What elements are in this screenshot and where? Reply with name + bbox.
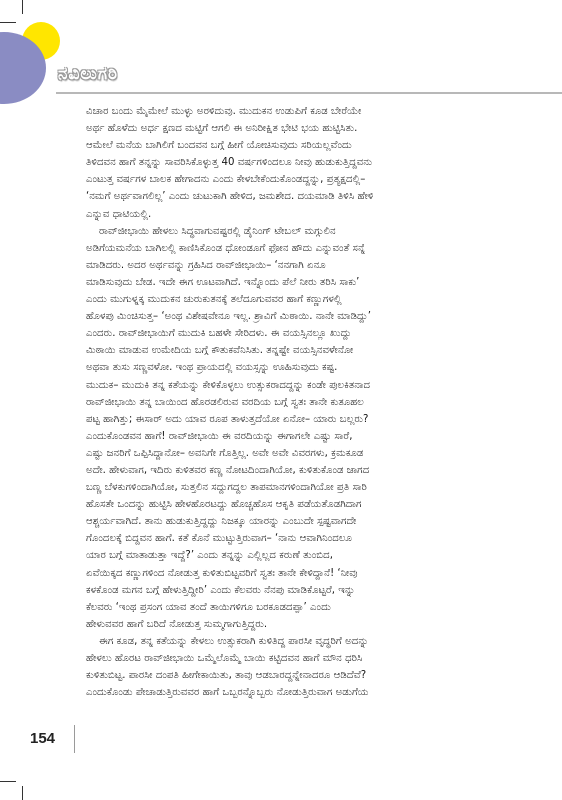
text-line: ಕೆಲವರು ‘ಇಂಥ ಪ್ರಸಂಗ ಯಾವ ತಂದೆ ತಾಯಿಗಳಿಗೂ ಬರಕೂಡದಪ್ಪಾ’ ಎಂದು <box>86 601 331 613</box>
crop-mark-bottom-left-horizontal <box>0 781 16 782</box>
text-line: ಎಷ್ಟು ಜನರಿಗೆ ಒಪ್ಪಿಸಿದ್ದಾನೋ– ಅವನಿಗೇ ಗೊತ್ತಿಲ್ಲ. ಅವೇ ಅವೇ ವಿವರಗಳು, ಕ್ರಮಕೂಡ <box>86 447 364 459</box>
text-line: ಎನ್ನುವ ಧಾಟಿಯಲ್ಲಿ. <box>86 208 152 220</box>
text-line: ‘ನಮಗೆ ಅರ್ಥವಾಗಲಿಲ್ಲ’ ಎಂದು ಚುಟುಕಾಗಿ ಹೇಳಿದ, ಜಮಶೇದ. ದಯಮಾಡಿ ತಿಳಿಸಿ ಹೇಳಿ <box>86 191 374 203</box>
text-line: ಹೇಳಲು ಹೊರಟ ರಾವ್‌ಜೀಭಾಯಿ ಒಮ್ಮೆಲೊಮ್ಮೆ ಬಾಯಿ ಕಟ್ಟಿದವನ ಹಾಗೆ ಮೌನ ಧರಿಸಿ <box>86 653 363 664</box>
crop-mark-top-left-vertical <box>22 0 23 14</box>
text-line: ಎಂದುಕೊಂಡು ಪೇಚಾಡುತ್ತಿರುವವರ ಹಾಗೆ ಒಬ್ಬರನ್ನೊಬ್ಬರು ನೋಡುತ್ತಿರುವಾಗ ಅಡುಗೆಯ <box>86 687 369 699</box>
text-line: ರಾವ್‌ಜೀಭಾಯಿ ಹೇಳಲು ಸಿದ್ಧವಾಗುವಷ್ಟರಲ್ಲಿ ಡೈನಿಂಗ್ ಟೇಬಲ್ ಮಗ್ಗುಲಿನ <box>99 225 336 237</box>
text-line: ಪಟ್ಟ ಹಾಗಿತ್ತು; ಈಸಾರ್ ಅದು ಯಾವ ರೂಪ ತಾಳುತ್ತದೆಯೋ ಏನೋ– ಯಾರು ಬಲ್ಲರು? <box>86 413 369 425</box>
crop-mark-bottom-left-vertical <box>22 786 23 800</box>
text-line: ಕುಳಿತುಬಿಟ್ಟ. ಪಾರಸೀ ದಂಪತಿ ಹೀಗೇಕಾಯಿತು, ತಾವು ಆಡಬಾರದ್ದನ್ನೇನಾದರೂ ಆಡಿದೆವೆ? <box>86 670 367 682</box>
text-line: ಎಂದುಕೊಂಡವನ ಹಾಗೆ! ರಾವ್‌ಜೀಭಾಯಿ ಈ ವರದಿಯನ್ನು ಈಗಾಗಲೇ ಎಷ್ಟು ಸಾರೆ, <box>86 430 353 442</box>
text-line: ಅಡಿಗೆಯಮನೆಯ ಬಾಗಿಲಲ್ಲಿ ಕಾಣಿಸಿಕೊಂಡ ಧೋಂಡೂಗೆ ಫೋನ ಹೌದು ಎನ್ನುವಂತೆ ಸನ್ನೆ <box>86 242 366 254</box>
text-line: ಗೊಂದಲಕ್ಕೆ ಬಿದ್ದವನ ಹಾಗೆ. ಕತೆ ಕೊನೆ ಮುಟ್ಟುತ್ತಿರುವಾಗ– ‘ನಾನು ಆವಾಗಿನಿಂದಲೂ <box>86 533 352 545</box>
text-line: ಅರ್ಥ ಹೊಳೆದು ಅರ್ಧ ಕ್ಷಣದ ಮಟ್ಟಿಗೆ ಆಗಲಿ ಈ ಅನಿರೀಕ್ಷಿತ ಭೇಟಿ ಭಯ ಹುಟ್ಟಿಸಿತು. <box>86 123 358 135</box>
text-line: ಈಗ ಕೂಡ, ತನ್ನ ಕತೆಯನ್ನು ಕೇಳಲು ಉತ್ಸುಕರಾಗಿ ಕುಳಿತಿದ್ದ ಪಾರಸೀ ವೃದ್ಧರಿಗೆ ಅದನ್ನು <box>99 635 369 647</box>
text-line: ಅದೇ. ಹೇಳುವಾಗ, ಇದಿರು ಕುಳಿತವರ ಕಣ್ಣ ನೋಟದಿಂದಾಗಿಯೋ, ಕುಳಿತುಕೊಂಡ ಜಾಗದ <box>86 464 370 476</box>
body-text <box>86 103 481 701</box>
text-line: ಎಂದು ಮುಗುಳ್ನಕ್ಕ ಮುದುಕನ ಚುರುಕುತನಕ್ಕೆ ತಲೆದೂಗುವವರ ಹಾಗೆ ಕಣ್ಣುಗಳಲ್ಲಿ <box>86 294 342 306</box>
text-line: ಎಂದರು. ರಾವ್‌ಜೀಭಾಯಿಗೆ ಮುದುಕಿ ಬಹಳೇ ಸೇರಿದಳು. ಈ ವಯಸ್ಸಿನಲ್ಲೂ ಖುದ್ದು <box>86 328 352 340</box>
text-line: ಮಾಡಿದರು. ಅದರ ಅರ್ಥವನ್ನು ಗ್ರಹಿಸಿದ ರಾವ್‌ಜೀಭಾಯಿ– ‘ನನಗಾಗಿ ಏನೂ <box>86 259 326 271</box>
text-line: ಹೊಸತೇ ಒಂದನ್ನು ಹುಟ್ಟಿಸಿ ಹೇಳಹೊರಟದ್ದು ಹೊಚ್ಚಹೊಸ ಆಕೃತಿ ಪಡೆಯತೊಡಗಿದಾಗ <box>86 499 362 511</box>
text-line: ಎಂಟುತ್ತ ವರ್ಷಗಳ ಬಾಲಕ ಹೇಗಾದನು ಎಂದು ಕೇಳಬೇಕೆಂದುಕೊಂಡದ್ದನ್ನು, ಪ್ರತ್ಯಕ್ಷದಲ್ಲಿ– <box>86 174 366 186</box>
text-line: ಮುದುಕ– ಮುದುಕಿ ತನ್ನ ಕತೆಯನ್ನು ಕೇಳಿಕೊಳ್ಳಲು ಉತ್ಸುಕರಾದದ್ದನ್ನು ಕಂಡೇ ಪುಲಕಿತನಾದ <box>86 379 371 391</box>
text-line: ಹೊಳಪು ಮಿಂಚಿಸುತ್ತ– ‘ಅಂಥ ವಿಶೇಷವೇನೂ ಇಲ್ಲ. ಶ್ರಾವಿಗೆ ಮಿಠಾಯಿ. ನಾನೇ ಮಾಡಿದ್ದು’ <box>86 311 371 323</box>
text-line: ತಿಳಿದವನ ಹಾಗೆ ತನ್ನನ್ನು ಸಾವರಿಸಿಕೊಳ್ಳುತ್ತ 40 ವರ್ಷಗಳಿಂದಲೂ ನೀವು ಹುಡುಕುತ್ತಿದ್ದವನು <box>86 157 373 169</box>
crop-mark-top-left-horizontal <box>0 22 16 23</box>
title-underline-rule <box>56 92 562 94</box>
text-line: ರಾವ್‌ಜೀಭಾಯಿ ತನ್ನ ಬಾಯಿಂದ ಹೊರಡಲಿರುವ ವರದಿಯ ಬಗ್ಗೆ ಸ್ವತಃ ತಾನೇ ಕುತೂಹಲ <box>86 396 364 408</box>
section-title: ನವಿಲುಗರಿ <box>58 64 119 84</box>
text-line: ಮಾಡಿಸುವುದು ಬೇಡ. ಇದೇ ಈಗ ಊಟವಾಗಿದೆ. ಇನ್ನೊಂದು ಪೆಲೆ ನೀರು ತರಿಸಿ ಸಾಕು’ <box>86 276 360 288</box>
text-line: ಆಶ್ಚರ್ಯವಾಗಿದೆ. ತಾನು ಹುಡುಕುತ್ತಿದ್ದದ್ದು ನಿಜಕ್ಕೂ ಯಾರನ್ನು ಎಂಬುದೇ ಸ್ಪಷ್ಟವಾಗದೇ <box>86 516 357 528</box>
text-line: ಯಾರ ಬಗ್ಗೆ ಮಾತಾಡುತ್ತಾ ಇದ್ದೆ?’ ಎಂದು ತನ್ನನ್ನು ಎಲ್ಲಿಲ್ಲದ ಕರುಣೆ ತುಂಬಿದ, <box>86 550 333 562</box>
text-line: ಕಳಕೊಂಡ ಮಗನ ಬಗ್ಗೆ ಹೇಳುತ್ತಿದ್ದೀರಿ’ ಎಂದು ಕೆಲವರು ನೆನಪು ಮಾಡಿಕೊಟ್ಟರೆ, ಇನ್ನು <box>86 584 356 596</box>
text-line: ಏವೆಯಿಕ್ಕದ ಕಣ್ಣುಗಳಿಂದ ನೋಡುತ್ತ ಕುಳಿತುಬಿಟ್ಟವರಿಗೆ ಸ್ವತಃ ತಾನೇ ಕೇಳಿದ್ದಾನೆ! ‘ನೀವು <box>86 567 358 579</box>
text-line: ಬಣ್ಣ ಬೆಳಕುಗಳಿಂದಾಗಿಯೋ, ಸುತ್ತಲಿನ ಸದ್ದುಗದ್ದಲ ತಾಪಮಾನಗಳಿಂದಾಗಿಯೋ ಪ್ರತಿ ಸಾರಿ <box>86 482 367 494</box>
text-line: ವಿಚಾರ ಬಂದು ಮೈಮೇಲೆ ಮುಳ್ಳು ಅರಳಿದುವು. ಮುದುಕನ ಉಡುಪಿಗೆ ಕೂಡ ಬೇರೆಯೇ <box>86 106 362 117</box>
page-number: 154 <box>30 730 56 747</box>
text-line: ಹೇಳುವವರ ಹಾಗೆ ಬರಿದೆ ನೋಡುತ್ತ ಸುಮ್ಮಗಾಗುತ್ತಿದ್ದರು. <box>86 618 268 630</box>
text-line: ಮಿಠಾಯಿ ಮಾಡುವ ಉಮೇದಿಯ ಬಗ್ಗೆ ಕೌತುಕವೆನಿಸಿತು. ತನ್ನಷ್ಟೇ ವಯಸ್ಸಿನವಳೇನೋ <box>86 345 354 357</box>
text-line: ಆಮೇಲೆ ಮನೆಯ ಬಾಗಿಲಿಗೆ ಬಂದವನ ಬಗ್ಗೆ ಹೀಗೆ ಯೋಚಿಸುವುದು ಸರಿಯಲ್ಲವೆಂದು <box>86 140 352 152</box>
text-line: ಅಥವಾ ತುಸು ಸಣ್ಣವಳೋ. ಇಂಥ ಪ್ರಾಯದಲ್ಲಿ ವಯಸ್ಸನ್ನು ಊಹಿಸುವುದು ಕಷ್ಟ. <box>86 362 338 374</box>
page-number-divider <box>74 725 75 753</box>
